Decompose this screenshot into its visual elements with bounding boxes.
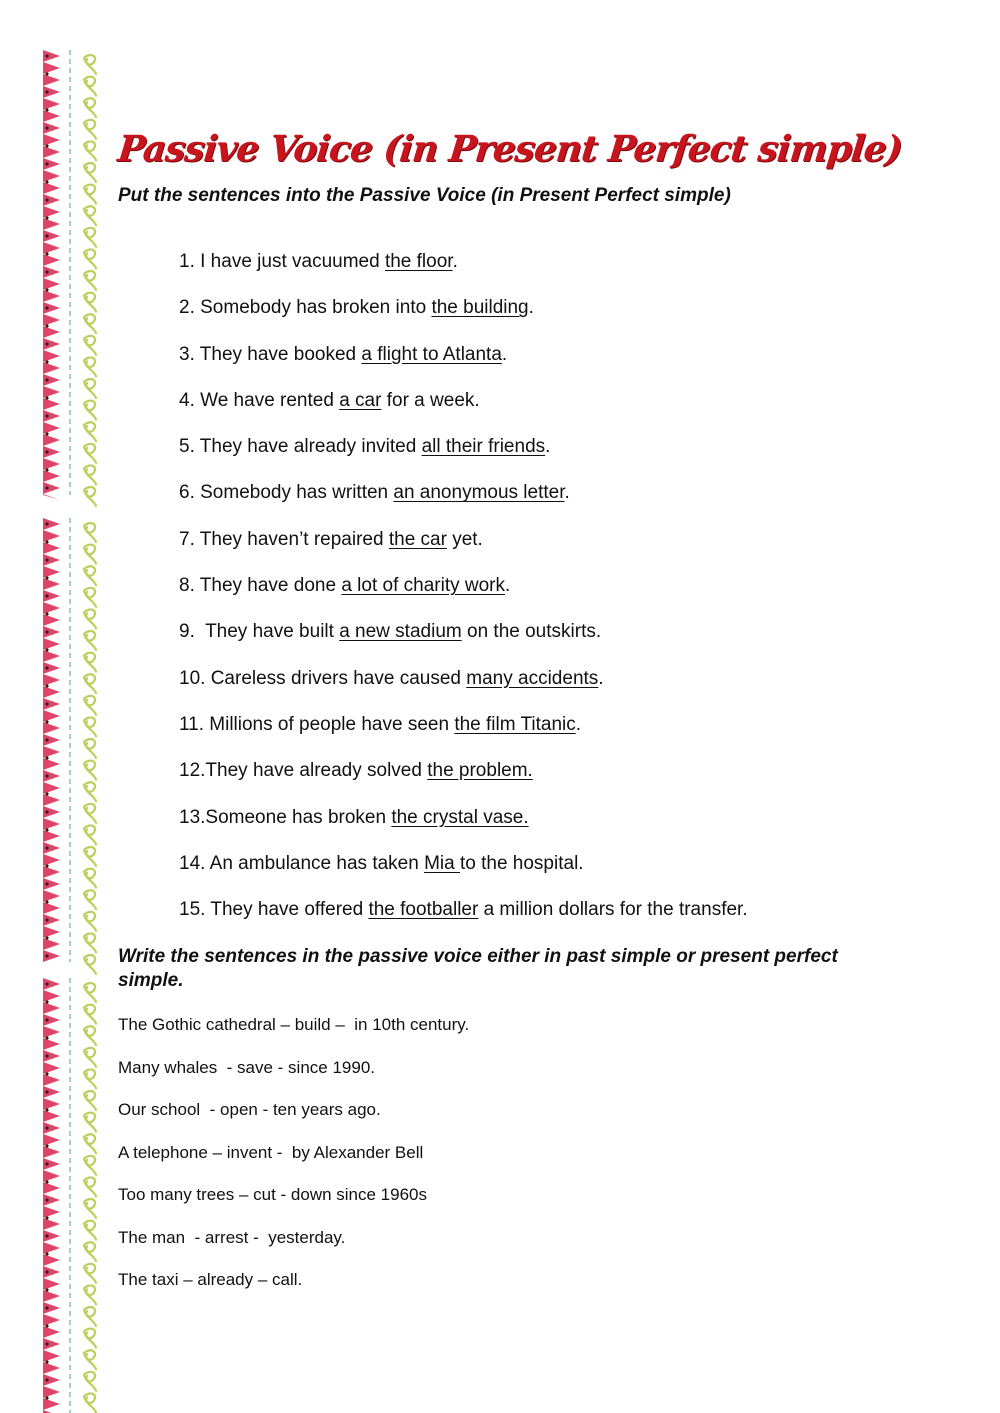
list-item: 15. They have offered the footballer a million dollars for the transfer. bbox=[179, 899, 748, 921]
list-item: The man - arrest - yesterday. bbox=[118, 1227, 346, 1247]
list-item: 2. Somebody has broken into the building. bbox=[179, 297, 534, 319]
list-item: 12.They have already solved the problem. bbox=[179, 760, 533, 782]
list-item: Many whales - save - since 1990. bbox=[118, 1057, 376, 1077]
curl-vine-border bbox=[84, 55, 96, 1412]
list-item: The Gothic cathedral – build – in 10th century. bbox=[118, 1015, 470, 1034]
list-item: 1. I have just vacuumed the floor. bbox=[179, 251, 458, 272]
list-item: 3. They have booked a flight to Atlanta. bbox=[179, 343, 508, 365]
list-item: 7. They haven’t repaired the car yet. bbox=[179, 528, 483, 550]
instruction-exercise-2: Write the sentences in the passive voice either in past simple or present perfect simple. bbox=[118, 946, 838, 991]
list-item: 4. We have rented a car for a week. bbox=[179, 389, 480, 411]
list-item: Our school - open - ten years ago. bbox=[118, 1100, 381, 1119]
list-item: 9. They have built a new stadium on the outskirts. bbox=[179, 621, 602, 643]
list-item: 8. They have done a lot of charity work. bbox=[179, 575, 511, 597]
page-title: Passive Voice (in Present Perfect simple) bbox=[115, 128, 905, 170]
list-item: 13.Someone has broken the crystal vase. bbox=[179, 806, 529, 828]
instruction-exercise-1: Put the sentences into the Passive Voice (in Present Perfect simple) bbox=[118, 185, 731, 206]
list-item: 6. Somebody has written an anonymous letter. bbox=[179, 482, 570, 504]
exercise-2-list bbox=[118, 1014, 469, 1312]
exercise-1-list bbox=[179, 250, 748, 944]
list-item: Too many trees – cut - down since 1960s bbox=[118, 1185, 427, 1204]
list-item: 10. Careless drivers have caused many accidents. bbox=[179, 667, 604, 689]
list-item: A telephone – invent - by Alexander Bell bbox=[118, 1142, 424, 1162]
list-item: 5. They have already invited all their friends. bbox=[179, 436, 551, 458]
list-item: 11. Millions of people have seen the film Titanic. bbox=[179, 713, 582, 735]
decorative-border bbox=[40, 0, 110, 1413]
list-item: 14. An ambulance has taken Mia to the hospital. bbox=[179, 852, 584, 874]
list-item: The taxi – already – call. bbox=[118, 1270, 303, 1289]
ribbon-border bbox=[43, 50, 60, 1413]
